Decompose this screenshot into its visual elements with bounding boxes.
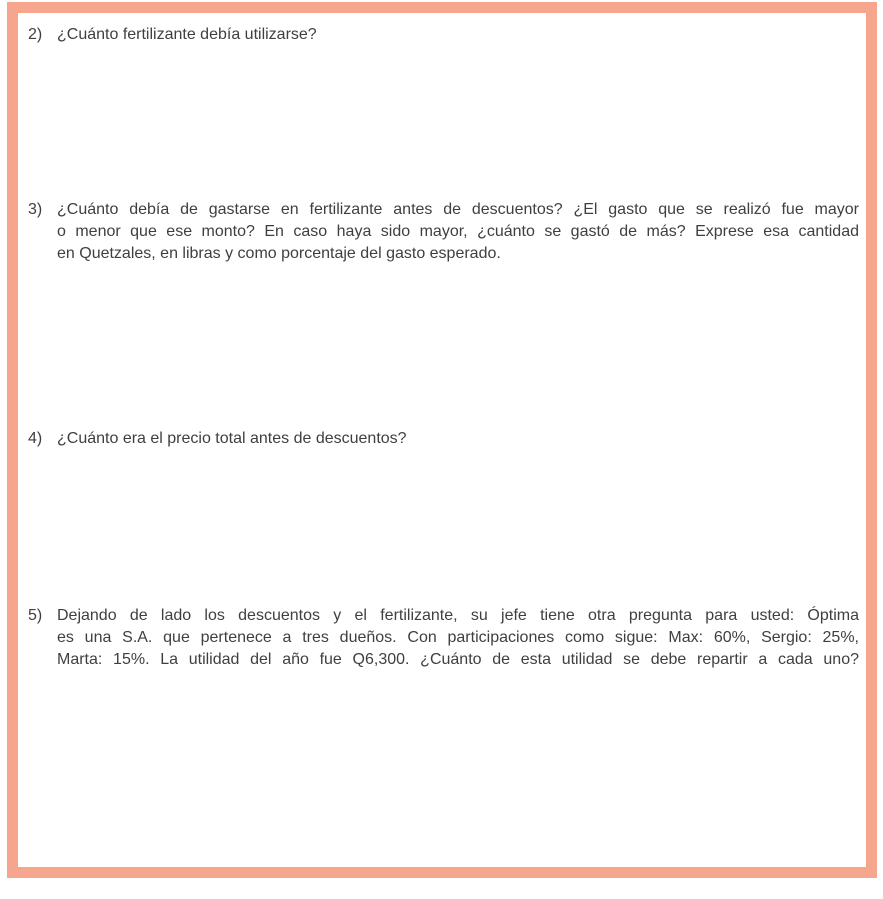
question-number: 5) [28, 607, 43, 624]
question-text [57, 428, 859, 450]
question-text-line: Marta: 15%. La utilidad del año fue Q6,300. ¿Cuánto de esta utilidad se debe repartir a cada uno? [57, 651, 859, 668]
worksheet-frame [7, 2, 877, 878]
question-text-line: o menor que ese monto? En caso haya sido mayor, ¿cuánto se gastó de más? Exprese esa cantidad [57, 223, 859, 240]
question-text-line: Dejando de lado los descuentos y el fertilizante, su jefe tiene otra pregunta para usted: Óptima [57, 607, 859, 624]
question-text-line: es una S.A. que pertenece a tres dueños. Con participaciones como sigue: Max: 60%, Sergio: 25%, [57, 629, 859, 646]
question-text [57, 199, 859, 265]
question-text [57, 24, 859, 46]
question-item-5 [28, 605, 859, 671]
question-text-line: en Quetzales, en libras y como porcentaje del gasto esperado. [57, 245, 501, 262]
question-item-3 [28, 199, 859, 265]
question-text [57, 605, 859, 671]
question-text-line: ¿Cuánto debía de gastarse en fertilizante antes de descuentos? ¿El gasto que se realizó fue mayor [57, 201, 859, 218]
question-text-line: ¿Cuánto fertilizante debía utilizarse? [57, 26, 317, 43]
question-number: 3) [28, 201, 43, 218]
question-number: 4) [28, 430, 43, 447]
question-item-4 [28, 428, 859, 450]
worksheet-content [18, 13, 866, 867]
question-text-line: ¿Cuánto era el precio total antes de descuentos? [57, 430, 407, 447]
question-number: 2) [28, 26, 43, 43]
question-item-2 [28, 24, 859, 46]
